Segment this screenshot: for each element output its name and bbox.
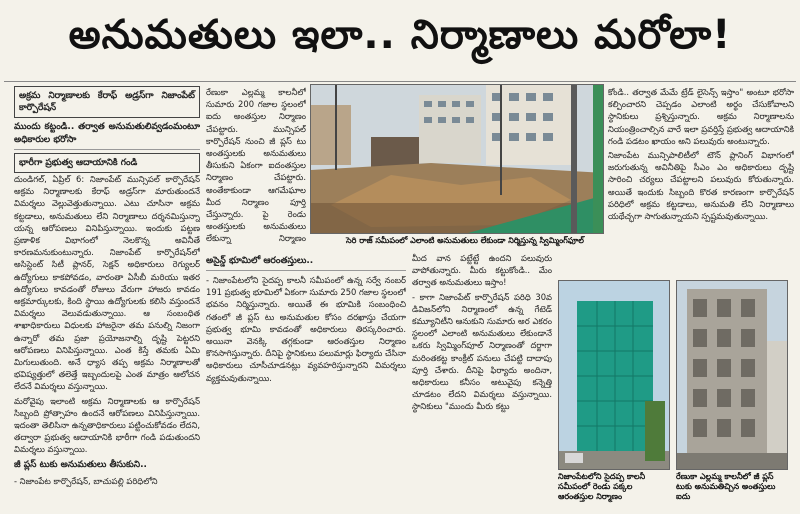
col1-body-2: మరోవైపు ఇలాంటి అక్రమ నిర్మాణాలకు ఆ కార్పొరేషన్ సిబ్బంది ప్రోత్సాహం ఉందనే ఆరోపణలు వినిపిస్తున్నాయి. ఇదంతా తెలిసినా ఉన్నతాధికారులు పట్టించుకోవడం లేదని, తద్వారా ప్రభుత్వ ఆదాయానికి భారీగా గండి పడుతుందని విమర్శలు వస్తున్నాయి. <box>14 395 200 455</box>
subhead-1: ముందు కట్టండి.. తర్వాత అనుమతులివ్వడంమంటూ అధికారుల భరోసా <box>14 121 200 150</box>
photo-saidappa-colony-building <box>558 280 670 470</box>
concrete-building-image <box>677 281 788 470</box>
intro-box: అక్రమ నిర్మాణాలకు కేరాఫ్ అడ్రస్‌గా నిజాంపేట్ కార్పొరేషన్ <box>14 86 200 118</box>
col1-body-3: - నిజాంపేట కార్పొరేషన్, బాచుపల్లి పరిధిలోని <box>14 475 158 486</box>
col3-body-2: - కాగా నిజాంపేట్ కార్పొరేషన్ పరిధి 30వ డివిజన్‌లోని నిర్మాణంలో ఉన్న గేటెడ్ కమ్యూనిటీని ఆనుకుని సుమారు అర ఎకరం స్థలంలో ఎలాంటి అనుమతులు లేకుండానే ఒకరు స్విమ్మింగ్‌పూల్ నిర్మాణంతో దర్జాగా మరింతకట్ట కాంక్రీట్ పనులు చేపట్టి దాదాపు పూర్తి చేశారు. దీనిపై ఫిర్యాదు అందినా, అధికారులు కనీసం అటువైపు కన్నెత్తి చూడటం లేదని విమర్శలు వస్తున్నాయి. స్థానికులు "ముందు మీరు కట్టు <box>412 291 552 412</box>
col2-body-2: - నిజాంపేటలోని సైదప్ప కాలనీ సమీపంలో ఉన్న సర్వే నంబర్ 191 ప్రభుత్వ భూమిలో ఏకంగా సుమారు 250 గజాల స్థలంలో భవనం నిర్మిస్తున్నారు. అయితే ఈ భూమికి సంబంధించి గతంలో జీ ప్లస్ టు అనుమతుల కోసం దరఖాస్తు చేయగా ప్రభుత్వ భూమి కావడంతో అధికారులు తిరస్కరించారు. అయినా వెనక్కి తగ్గకుండా ఆరంతస్తుల నిర్మాణం కొనసాగిస్తున్నారు. దీనిపై స్థానికులు పలుమార్లు ఫిర్యాదు చేసినా అధికారులు చూసీచూడనట్లు వ్యవహరిస్తున్నారని విమర్శలు వ్యక్తమవుతున్నాయి. <box>206 275 406 383</box>
col2-body: రేణుకా ఎల్లమ్మ కాలనీలో సుమారు 200 గజాల స్థలంలో ఐదు అంతస్తుల నిర్మాణం చేపట్టారు. మున్సిపల్ కార్పొరేషన్ నుంచి జీ ప్లస్ టు అంతస్తులకు అనుమతులు తీసుకుని ఏకంగా ఐదంతస్తుల నిర్మాణం చేపట్టారు. అంతేకాకుండా ఆగమేఘాల మీద నిర్మాణం పూర్తి చేస్తున్నారు. పై రెండు అంతస్తులకు అనుమతులు లేకున్నా నిర్మాణం <box>206 87 306 244</box>
col2-subhead: అసైన్డ్ భూమిలో ఆరంతస్తులు.. <box>206 255 406 271</box>
col4-body: కోండి.. తర్వాత మేమే ట్రేడ్ లైసెన్స్ ఇస్తాం" అంటూ భరోసా కల్పించారని చెప్పడం ఎలాంటి అర్థం చేసుకోవాలని స్థానికులు ప్రశ్నిస్తున్నారు. అక్రమ నిర్మాణాలను నియంత్రించాల్సిన వారే ఇలా ప్రవర్తిస్తే ప్రభుత్వ ఆదాయానికి గండి పడటం ఖాయం అని పలువురు అంటున్నారు. <box>608 87 794 146</box>
subhead-3: జీ ప్లస్ టుకు అనుమతులు తీసుకుని.. <box>14 459 147 470</box>
construction-site-image <box>311 85 604 234</box>
photo-2-caption: నిజాంపేటలోని సైదప్ప కాలనీ సమీపంలో రెండు పక్కల ఆరంతస్తుల నిర్మాణం <box>558 472 646 501</box>
column-2-lower <box>206 252 406 512</box>
col4-body-2: నిజాంపేట మున్సిపాలిటీలో టౌన్ ప్లానింగ్ విభాగంలో జరుగుతున్న అవినీతిపై సీఎం ఎం అధికారులు దృష్టి సారించి చర్యలు చేపట్టాలని పలువురు కోరుతున్నారు. అయితే ఇందుకు సిబ్బంది కొరత కారణంగా కార్పొరేషన్ పరిధిలో అక్రమ కట్టడాలు, అనుమతి లేని నిర్మాణాలు యథేచ్ఛగా సాగుతున్నాయని స్పష్టమవుతున్నాయి. <box>608 150 794 222</box>
headline: అనుమతులు ఇలా.. నిర్మాణాలు మరోలా! <box>68 12 732 58</box>
column-4 <box>608 86 794 276</box>
photo-renuka-colony-building <box>676 280 788 470</box>
column-2 <box>206 86 306 244</box>
headline-rule <box>4 81 796 82</box>
photo-1-caption: సెరి రాజ్ సమీపంలో ఎలాంటి అనుమతులు లేకుండా నిర్మిస్తున్న స్విమ్మింగ్‌ఫూల్ <box>346 236 584 245</box>
photo-swimming-pool-site <box>310 84 604 234</box>
col3-body: మీద వాన పట్టేట్టే ఉందని పలువురు వాపోతున్నారు. మీరు కట్టుకోండి.. మేం తర్వాత అనుమతులు ఇస్తాం! <box>412 253 552 288</box>
col1-body: దుండిగల్, ఏప్రిల్ 6: నిజాంపేట్ మున్సిపల్ కార్పొరేషన్ అక్రమ నిర్మాణాలకు కేరాఫ్ అడ్రస్‌గా మారుతుందనే విమర్శలు వెల్లువెత్తుతున్నాయి. ఎటు చూసినా అక్రమ కట్టడాలు, అనుమతులు లేని నిర్మాణాలు దర్శనమిస్తున్నా యన్న ఆరోపణలు వినిపిస్తున్నాయి. ఇందుకు పట్టణ ప్రణాళిక విభాగంలో నెలకొన్న అవినీతే కారణమనుకుంటున్నారు. నిజాంపేట్ కార్పొరేషన్‌లో అసిస్టెంట్ సిటీ ప్లానర్, సెక్షన్ అధికారులు రెగ్యులర్ ఉద్యోగులు కాకపోవడం, వారంతా ఏసీబీ మరియు ఇతర ఉద్యోగులు కావడంతో రోజులు వేరుగా హాజరు కావడం అక్రమార్కులకు, కింది స్థాయి ఉద్యోగులకు కలిసి వస్తుందనే విమర్శలు వెలువడుతున్నాయి. ఆ సంబంధిత శాఖాధికారులు విధులకు హాజరైనా తమ పనుల్ని నిజంగా ఉన్నారో తమ ప్రజా ప్రయోజనాల్ని దృష్టి పెట్టరని ఆరోపణలు వినిపిస్తున్నాయి. ఎంత కిస్తే తమకు ఏమి మిగులుతుంది. అనే ధ్యాస తప్ప అక్రమ నిర్మాణాలతో భవిష్యత్తులో తలెత్తే ఇబ్బందులపై ఎంత మాత్రం ఆలోచన లేదనే విమర్శలు వస్తున్నాయి. <box>14 174 200 392</box>
column-3 <box>412 252 552 512</box>
subhead-2-box: భారీగా ప్రభుత్వ ఆదాయానికి గండి <box>14 153 200 173</box>
column-1 <box>14 86 200 512</box>
green-net-building-image <box>559 281 670 470</box>
photo-3-caption: రేణుకా ఎల్లమ్మ కాలనీలో జీ ప్లస్ టుకు అనుమతిచ్చిన అంతస్తులు ఐదు <box>676 472 776 501</box>
